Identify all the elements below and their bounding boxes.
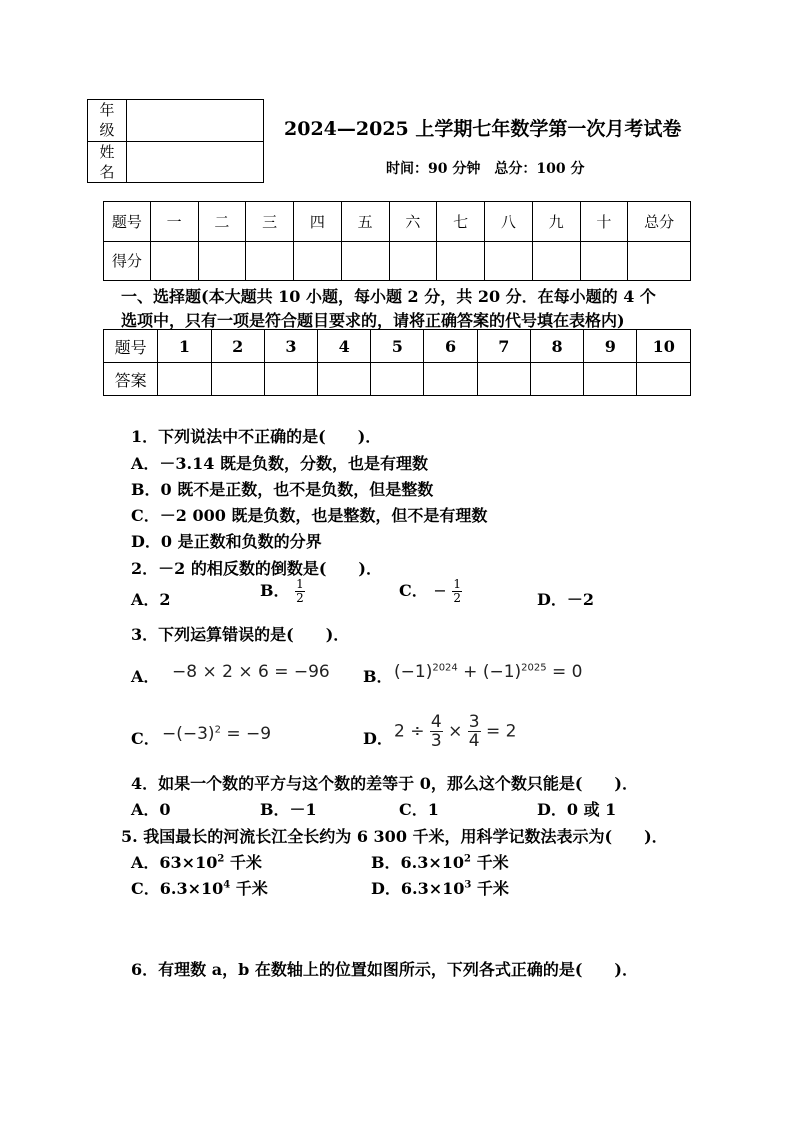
answer-header-cell: 1 [158,330,211,363]
grade-label-1: 年 [99,101,115,120]
score-cell[interactable] [294,241,342,281]
expr-part: −(−3) [162,724,215,744]
fraction-denominator: 4 [468,731,480,751]
answer-cell[interactable] [318,363,371,396]
expr-part: = −9 [220,724,272,744]
answer-cell[interactable] [371,363,424,396]
score-header-cell: 九 [532,202,580,242]
score-header-row [104,202,691,242]
expr-part: = 0 [546,662,583,682]
q5-option-c [131,876,268,899]
q2-option-c-sign: − [433,581,447,600]
name-label-1: 姓 [99,142,115,161]
q2-option-b-fraction [295,578,305,605]
option-text: C．6.3×10 [131,879,224,898]
answer-header-cell: 题号 [104,330,158,363]
grade-label-2: 级 [99,121,115,140]
info-box [87,99,264,183]
score-cell[interactable] [198,241,246,281]
fraction-numerator: 3 [468,712,480,732]
score-header-cell: 总分 [628,202,691,242]
exam-title: 2024—2025 上学期七年数学第一次月考试卷 [284,118,682,140]
q6-stem: 6．有理数 a，b 在数轴上的位置如图所示，下列各式正确的是( )． [131,960,638,979]
expr-fraction [468,713,481,750]
q3-option-c-label: C． [131,729,160,748]
exam-subtitle: 时间：90 分钟 总分：100 分 [386,161,585,177]
score-total-cell[interactable] [628,241,691,281]
score-value-row [104,241,691,281]
score-header-cell: 一 [150,202,198,242]
name-label-cell [88,141,127,183]
score-header-cell: 五 [341,202,389,242]
answer-header-cell: 10 [637,330,691,363]
score-header-cell: 十 [580,202,628,242]
score-cell[interactable] [246,241,294,281]
fraction-denominator: 2 [296,591,304,605]
score-header-cell: 七 [437,202,485,242]
q2-option-b-label: B． [260,581,290,600]
q1-option-d: D．0 是正数和负数的分界 [131,532,322,551]
q5-option-b [371,850,509,873]
answer-header-cell: 3 [264,330,317,363]
answer-header-cell: 7 [477,330,530,363]
q5-option-a [131,850,262,873]
answer-cell[interactable] [637,363,691,396]
score-header-cell: 六 [389,202,437,242]
q4-option-a: A．0 [131,800,171,819]
q1-option-c: C．－2 000 既是负数，也是整数，但不是有理数 [131,506,488,525]
grade-field[interactable] [127,100,264,142]
fraction-denominator: 2 [453,591,461,605]
expr-part: (−1) [394,662,433,682]
expr-part: 2 ÷ [394,721,430,742]
exponent: 2024 [432,662,458,674]
q4-option-b: B．－1 [260,800,317,819]
option-unit: 千米 [230,879,268,898]
score-header-cell: 题号 [104,202,151,242]
q1-stem: 1．下列说法中不正确的是( )． [131,427,382,446]
answer-header-cell: 5 [371,330,424,363]
q2-option-c-label: C． [399,581,428,600]
q2-option-b [260,578,305,605]
score-cell[interactable] [485,241,533,281]
q2-option-a: A．2 [131,590,171,609]
score-cell[interactable] [580,241,628,281]
answer-cell[interactable] [424,363,477,396]
exponent: 4 [223,879,231,891]
fraction-numerator: 4 [430,712,442,732]
exponent: 2 [214,724,221,736]
option-unit: 千米 [471,853,509,872]
grade-label-cell [88,100,127,142]
option-text: D．6.3×10 [371,879,465,898]
score-row-label: 得分 [104,241,151,281]
expr-part: + (−1) [457,662,522,682]
option-unit: 千米 [224,853,262,872]
score-header-cell: 二 [198,202,246,242]
q3-option-b-expression [394,662,583,682]
score-header-cell: 八 [485,202,533,242]
answer-header-cell: 2 [211,330,264,363]
q2-option-c [399,578,462,605]
answer-cell[interactable] [158,363,211,396]
score-cell[interactable] [532,241,580,281]
q3-option-b-label: B． [363,667,393,686]
section1-heading-line2: 选项中，只有一项是符合题目要求的，请将正确答案的代号填在表格内) [121,311,625,330]
q3-option-a-expression: −8 × 2 × 6 = −96 [172,662,330,682]
expr-fraction [430,713,443,750]
exponent: 2 [464,853,472,865]
answer-cell[interactable] [477,363,530,396]
exponent: 3 [464,879,472,891]
expr-part: = 2 [480,721,517,742]
fraction-denominator: 3 [430,731,442,751]
section1-heading-line1: 一、选择题(本大题共 10 小题，每小题 2 分，共 20 分．在每小题的 4 个 [121,287,656,306]
score-cell[interactable] [389,241,437,281]
option-text: A．63×10 [131,853,218,872]
answer-cell[interactable] [530,363,583,396]
answer-value-row [104,363,691,396]
exponent: 2025 [521,662,547,674]
answer-row-label: 答案 [104,363,158,396]
answer-cell[interactable] [211,363,264,396]
q4-stem: 4．如果一个数的平方与这个数的差等于 0，那么这个数只能是( )． [131,774,638,793]
q3-option-a-label: A． [131,667,160,686]
q3-option-d-label: D． [363,729,393,748]
fraction-numerator: 1 [453,577,461,591]
q5-stem: 5. 我国最长的河流长江全长约为 6 300 千米，用科学记数法表示为( )． [121,827,668,846]
q2-option-d: D．－2 [537,590,595,609]
exponent: 2 [217,853,225,865]
score-table [103,201,691,281]
q2-stem: 2．－2 的相反数的倒数是( )． [131,559,382,578]
score-cell[interactable] [341,241,389,281]
option-unit: 千米 [471,879,509,898]
answer-header-row [104,330,691,363]
answer-header-cell: 6 [424,330,477,363]
expr-part: × [442,721,468,742]
answer-table [103,329,691,396]
name-field[interactable] [127,141,264,183]
q5-option-d [371,876,509,899]
q3-option-c-expression [162,724,271,744]
q4-option-d: D．0 或 1 [537,800,617,819]
score-header-cell: 三 [246,202,294,242]
score-cell[interactable] [437,241,485,281]
option-text: B．6.3×10 [371,853,465,872]
q1-option-a: A．－3.14 既是负数，分数，也是有理数 [131,454,428,473]
q1-option-b: B．0 既不是正数，也不是负数，但是整数 [131,480,434,499]
answer-header-cell: 4 [318,330,371,363]
q3-stem: 3．下列运算错误的是( )． [131,625,350,644]
fraction-numerator: 1 [296,577,304,591]
answer-header-cell: 9 [584,330,637,363]
score-header-cell: 四 [294,202,342,242]
name-label-2: 名 [99,162,115,181]
q2-option-c-fraction [452,578,462,605]
answer-header-cell: 8 [530,330,583,363]
q3-option-d-expression [394,713,516,750]
q4-option-c: C．1 [399,800,439,819]
answer-cell[interactable] [264,363,317,396]
answer-cell[interactable] [584,363,637,396]
score-cell[interactable] [150,241,198,281]
